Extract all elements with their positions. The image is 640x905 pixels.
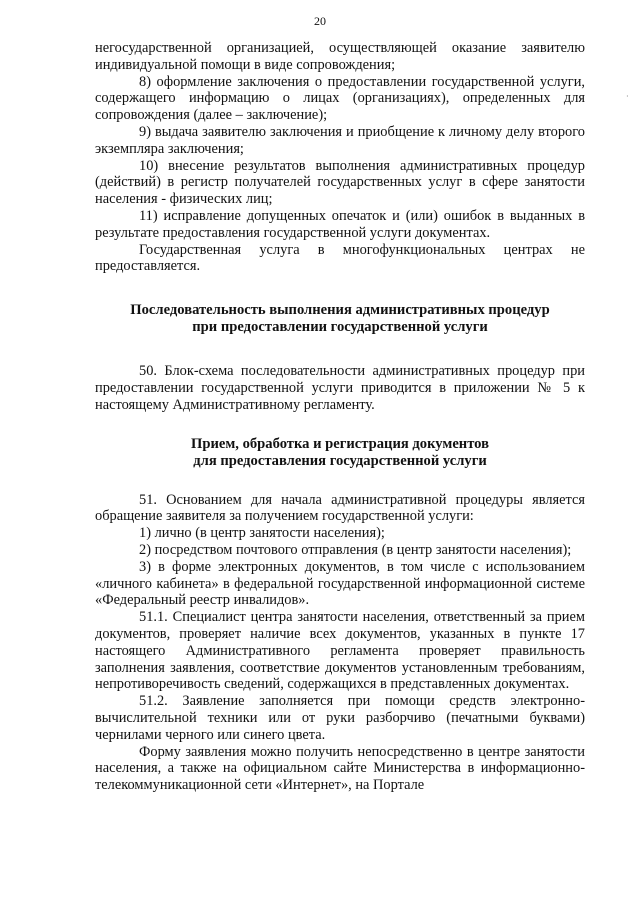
paragraph: Государственная услуга в многофункциональных центрах не предоставляется. [95,241,585,275]
section-heading-2-line1: Прием, обработка и регистрация документов [191,435,489,452]
paragraph: 2) посредством почтового отправления (в центр занятости населения); [139,541,572,558]
page-number: 20 [314,14,326,28]
paragraph: 9) выдача заявителю заключения и приобщение к личному делу второго экземпляра заключения; [95,123,585,157]
paragraph: 10) внесение результатов выполнения административных процедур (действий) в регистр получателей государственных услуг в сфере занятости населения - физических лиц; [95,157,585,208]
paragraph: 8) оформление заключения о предоставлении государственной услуги, содержащего информацию о лицах (организациях), определенных для сопровождения (далее – заключение); [95,73,585,124]
paragraph-group-bottom [95,492,585,794]
paragraph: негосударственной организацией, осуществляющей оказание заявителю индивидуальной помощи в виде сопровождения; [95,40,585,73]
paragraph: 1) лично (в центр занятости населения); [139,525,385,542]
paragraph: Форму заявления можно получить непосредственно в центре занятости населения, а также на официальном сайте Министерства в информационно-телекоммуникационной сети «Интернет», на Портале [95,743,585,794]
paragraph: 51. Основанием для начала административной процедуры является обращение заявителя за получением государственной услуги: [95,491,585,525]
margin-mark: · [626,92,629,101]
section-heading-2-line2: для предоставления государственной услуги [193,452,487,469]
paragraph: 11) исправление допущенных опечаток и (или) ошибок в выданных в результате предоставления государственной услуги документах. [95,207,585,241]
paragraph-group-top [95,40,585,275]
section-heading-1-line2: при предоставлении государственной услуги [192,319,488,336]
page-content [95,40,585,794]
section-heading-1-line1: Последовательность выполнения административных процедур [130,302,550,319]
paragraph: 3) в форме электронных документов, в том числе с использованием «личного кабинета» в федеральной государственной информационной системе «Федеральный реестр инвалидов». [95,558,585,609]
paragraph: 51.1. Специалист центра занятости населения, ответственный за прием документов, проверяет наличие всех документов, указанных в пункте 17 настоящего Административного регламента проверяет правильность заполнения заявления, соответствие документов установленным требованиям, непротиворечивость сведений, содержащихся в представленных документах. [95,609,585,693]
paragraph: 51.2. Заявление заполняется при помощи средств электронно-вычислительной техники или от руки разборчиво (печатными буквами) чернилами черного или синего цвета. [95,693,585,743]
paragraph-50: 50. Блок-схема последовательности административных процедур при предоставлении государственной услуги приводится в приложении № 5 к настоящему Административному регламенту. [95,363,585,413]
